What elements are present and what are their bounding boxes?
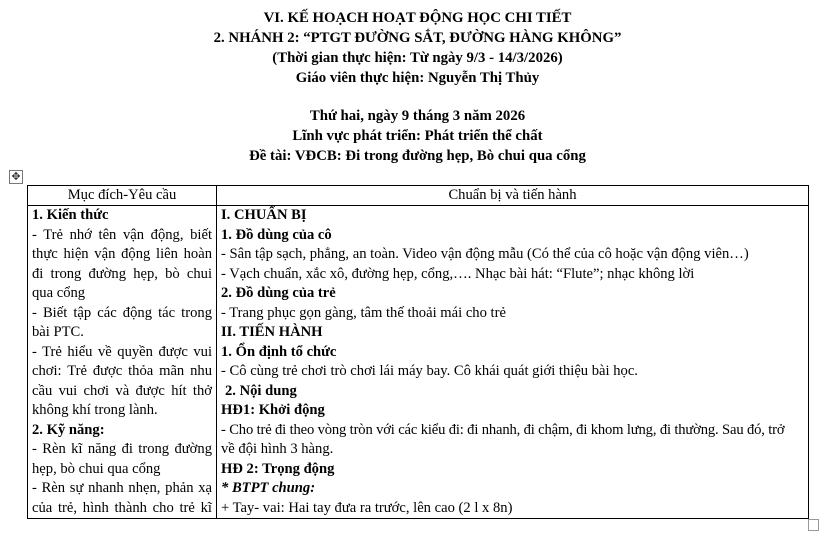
objectives-line: thực hiện vận động liên hoàn — [32, 246, 212, 262]
objectives-line: của trẻ, hình thành cho trẻ kĩ — [32, 499, 212, 516]
objectives-line: - Trẻ nhớ tên vận động, biết — [32, 226, 212, 243]
col-header-objectives: Mục đích-Yêu cầu — [28, 186, 217, 206]
preparation-line: - Cô cùng trẻ chơi trò chơi lái máy bay. Cô khái quát giới thiệu bài học. — [221, 363, 638, 379]
objectives-line: - Rèn sự nhanh nhẹn, phản xạ — [32, 480, 212, 496]
objectives-line: - Biết tập các động tác trong — [32, 304, 212, 321]
objectives-line: hẹp, bò chui qua cổng — [32, 460, 161, 477]
section-title: VI. KẾ HOẠCH HOẠT ĐỘNG HỌC CHI TIẾT — [263, 10, 572, 26]
objectives-line: qua cổng — [32, 285, 86, 301]
objectives-line: cầu vui chơi và được hít thở — [32, 382, 212, 399]
branch-title: 2. NHÁNH 2: “PTGT ĐƯỜNG SẮT, ĐƯỜNG HÀNG KHÔNG” — [213, 30, 622, 46]
preparation-line: về đội hình 3 hàng. — [221, 441, 334, 457]
objectives-line: 1. Kiến thức — [32, 207, 109, 223]
table-move-handle-icon[interactable]: ✥ — [9, 170, 23, 184]
preparation-line: 2. Nội dung — [225, 382, 297, 399]
lesson-plan-table — [27, 185, 809, 519]
objectives-line: chơi: Trẻ được thỏa mãn nhu — [32, 363, 212, 379]
preparation-line: HĐ1: Khởi động — [221, 402, 325, 418]
table-resize-handle-icon[interactable] — [808, 519, 819, 531]
objectives-line: bài PTC. — [32, 324, 84, 340]
lesson-date: Thứ hai, ngày 9 tháng 3 năm 2026 — [309, 108, 526, 124]
objectives-cell[interactable] — [28, 206, 217, 519]
preparation-line: 2. Đồ dùng của trẻ — [221, 285, 336, 301]
preparation-line: 1. Ổn định tổ chức — [221, 343, 337, 360]
preparation-cell[interactable] — [217, 206, 809, 519]
objectives-line: 2. Kỹ năng: — [32, 421, 105, 438]
lesson-topic: Đề tài: VĐCB: Đi trong đường hẹp, Bò chui qua cổng — [249, 148, 586, 164]
time-range: (Thời gian thực hiện: Từ ngày 9/3 - 14/3/2026) — [272, 50, 563, 66]
objectives-line: - Rèn kĩ năng đi trong đường — [32, 441, 212, 457]
objectives-line: không khí trong lành. — [32, 402, 158, 418]
preparation-line: II. TIẾN HÀNH — [221, 324, 323, 340]
objectives-line: đi trong đường hẹp, bò chui — [32, 265, 212, 282]
preparation-line: 1. Đồ dùng của cô — [221, 226, 332, 243]
development-field: Lĩnh vực phát triển: Phát triển thể chất — [292, 128, 543, 144]
preparation-line: - Trang phục gọn gàng, tâm thế thoải mái cho trẻ — [221, 304, 506, 321]
preparation-line: - Sân tập sạch, phẳng, an toàn. Video vận động mẫu (Có thể của cô hoặc vận động viên…) — [221, 246, 749, 262]
teacher-name: Giáo viên thực hiện: Nguyễn Thị Thủy — [295, 70, 540, 86]
preparation-line: - Vạch chuẩn, xắc xô, đường hẹp, cổng,…. Nhạc bài hát: “Flute”; nhạc không lời — [221, 265, 695, 282]
preparation-line: * BTPT chung: — [221, 480, 316, 496]
preparation-line: I. CHUẨN BỊ — [221, 207, 307, 223]
preparation-line: HĐ 2: Trọng động — [221, 460, 335, 477]
col-header-preparation: Chuẩn bị và tiến hành — [217, 186, 809, 206]
preparation-line: + Tay- vai: Hai tay đưa ra trước, lên cao (2 l x 8n) — [221, 499, 513, 516]
preparation-line: - Cho trẻ đi theo vòng tròn với các kiểu đi: đi nhanh, đi chậm, đi khom lưng, đi thường. Sau đó, trở — [221, 421, 785, 438]
objectives-line: - Trẻ hiểu về quyền được vui — [32, 343, 212, 360]
